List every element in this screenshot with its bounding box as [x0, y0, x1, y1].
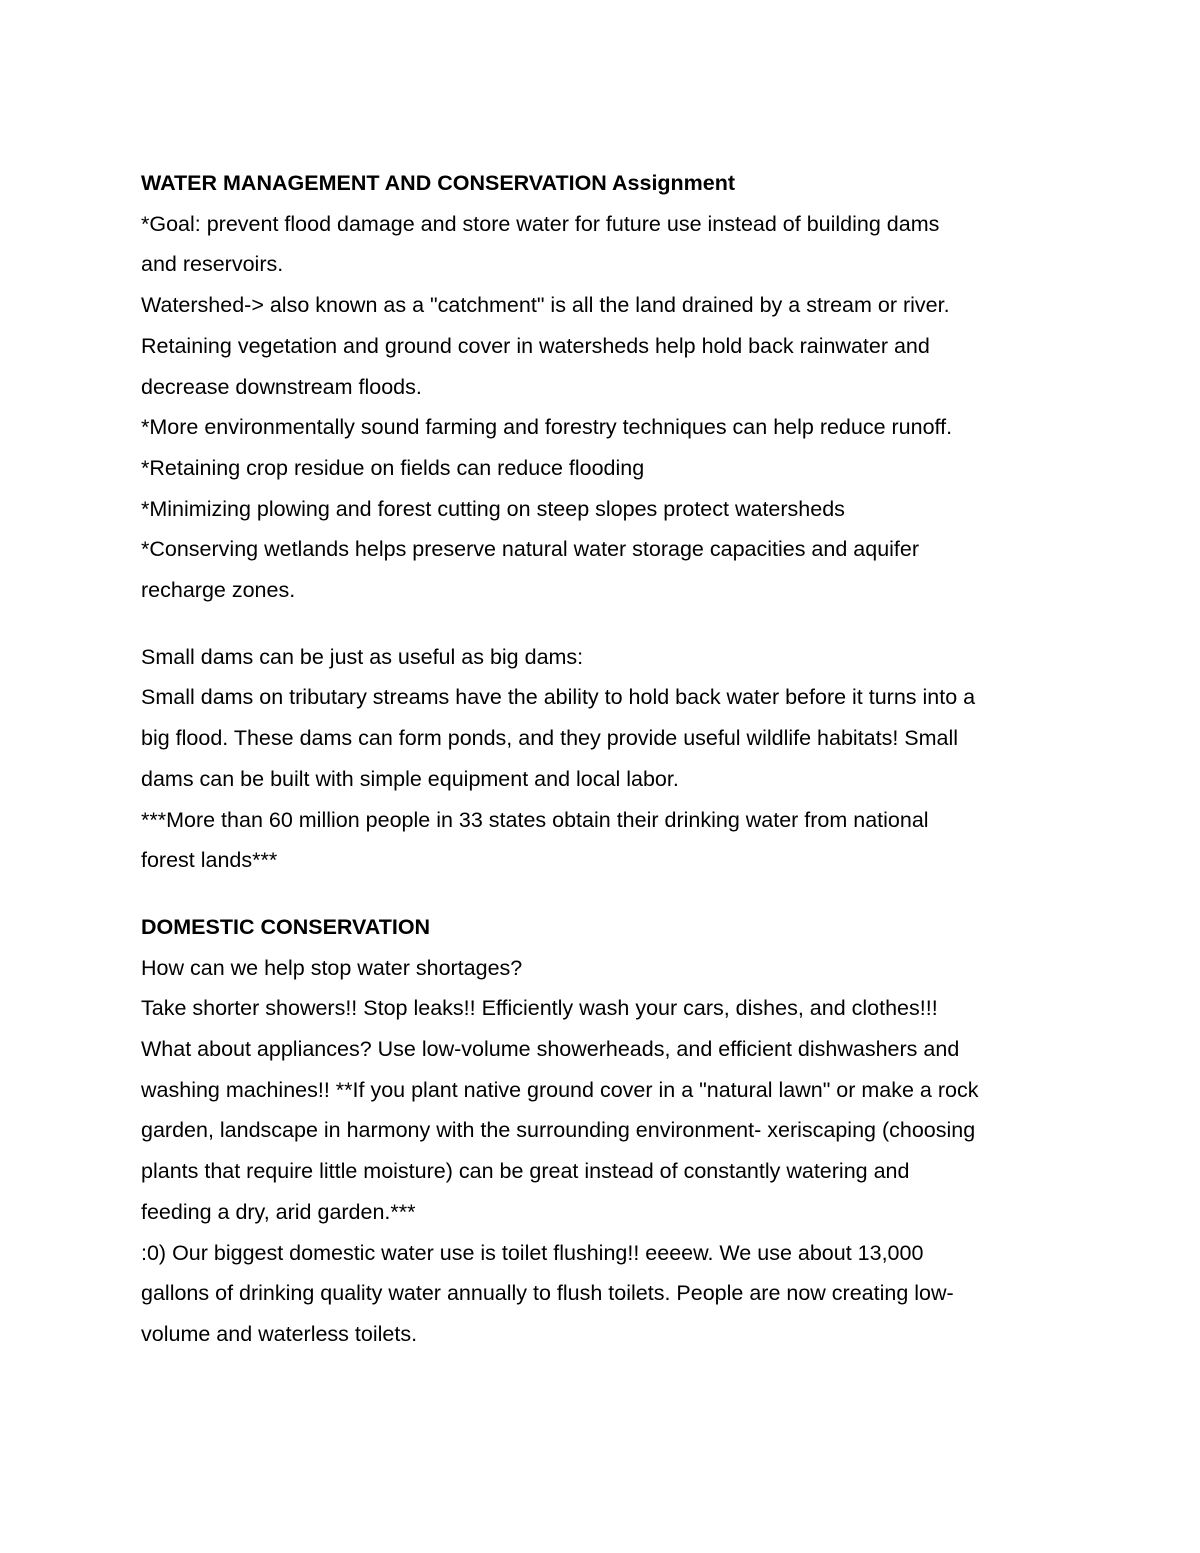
- text-line: *Goal: prevent flood damage and store water for future use instead of building dams: [141, 211, 940, 236]
- text-line: *Retaining crop residue on fields can reduce flooding: [141, 455, 645, 480]
- text-line: gallons of drinking quality water annually to flush toilets. People are now creating low-: [141, 1281, 954, 1306]
- text-line: recharge zones.: [141, 578, 296, 603]
- section-flood-management: [141, 204, 1071, 611]
- text-line: washing machines!! **If you plant native ground cover in a "natural lawn" or make a rock: [141, 1077, 979, 1102]
- section-heading: DOMESTIC CONSERVATION: [141, 914, 431, 939]
- section-domestic-conservation: [141, 907, 1071, 1355]
- text-line: decrease downstream floods.: [141, 374, 422, 399]
- text-line: *More environmentally sound farming and forestry techniques can help reduce runoff.: [141, 415, 953, 440]
- section-small-dams: [141, 637, 1071, 881]
- text-line: Take shorter showers!! Stop leaks!! Efficiently wash your cars, dishes, and clothes!!!: [141, 996, 938, 1021]
- text-line: Watershed-> also known as a "catchment" is all the land drained by a stream or river.: [141, 293, 950, 318]
- text-line: forest lands***: [141, 848, 278, 873]
- text-line: dams can be built with simple equipment and local labor.: [141, 766, 679, 791]
- text-line: How can we help stop water shortages?: [141, 955, 523, 980]
- text-line: :0) Our biggest domestic water use is toilet flushing!! eeeew. We use about 13,000: [141, 1240, 924, 1265]
- text-line: Small dams on tributary streams have the ability to hold back water before it turns into a: [141, 685, 976, 710]
- text-line: and reservoirs.: [141, 252, 284, 277]
- text-line: Retaining vegetation and ground cover in watersheds help hold back rainwater and: [141, 333, 930, 358]
- text-line: *Minimizing plowing and forest cutting on steep slopes protect watersheds: [141, 496, 845, 521]
- text-line: volume and waterless toilets.: [141, 1321, 418, 1346]
- text-line: What about appliances? Use low-volume showerheads, and efficient dishwashers and: [141, 1037, 960, 1062]
- text-line: big flood. These dams can form ponds, and they provide useful wildlife habitats! Small: [141, 726, 959, 751]
- text-line: *Conserving wetlands helps preserve natural water storage capacities and aquifer: [141, 537, 920, 562]
- text-line: plants that require little moisture) can be great instead of constantly watering and: [141, 1159, 910, 1184]
- text-line: ***More than 60 million people in 33 states obtain their drinking water from national: [141, 807, 929, 832]
- document-page: [141, 163, 1071, 1355]
- document-title: WATER MANAGEMENT AND CONSERVATION Assignment: [141, 171, 736, 195]
- text-line: Small dams can be just as useful as big dams:: [141, 644, 584, 669]
- text-line: feeding a dry, arid garden.***: [141, 1199, 416, 1224]
- text-line: garden, landscape in harmony with the surrounding environment- xeriscaping (choosing: [141, 1118, 976, 1143]
